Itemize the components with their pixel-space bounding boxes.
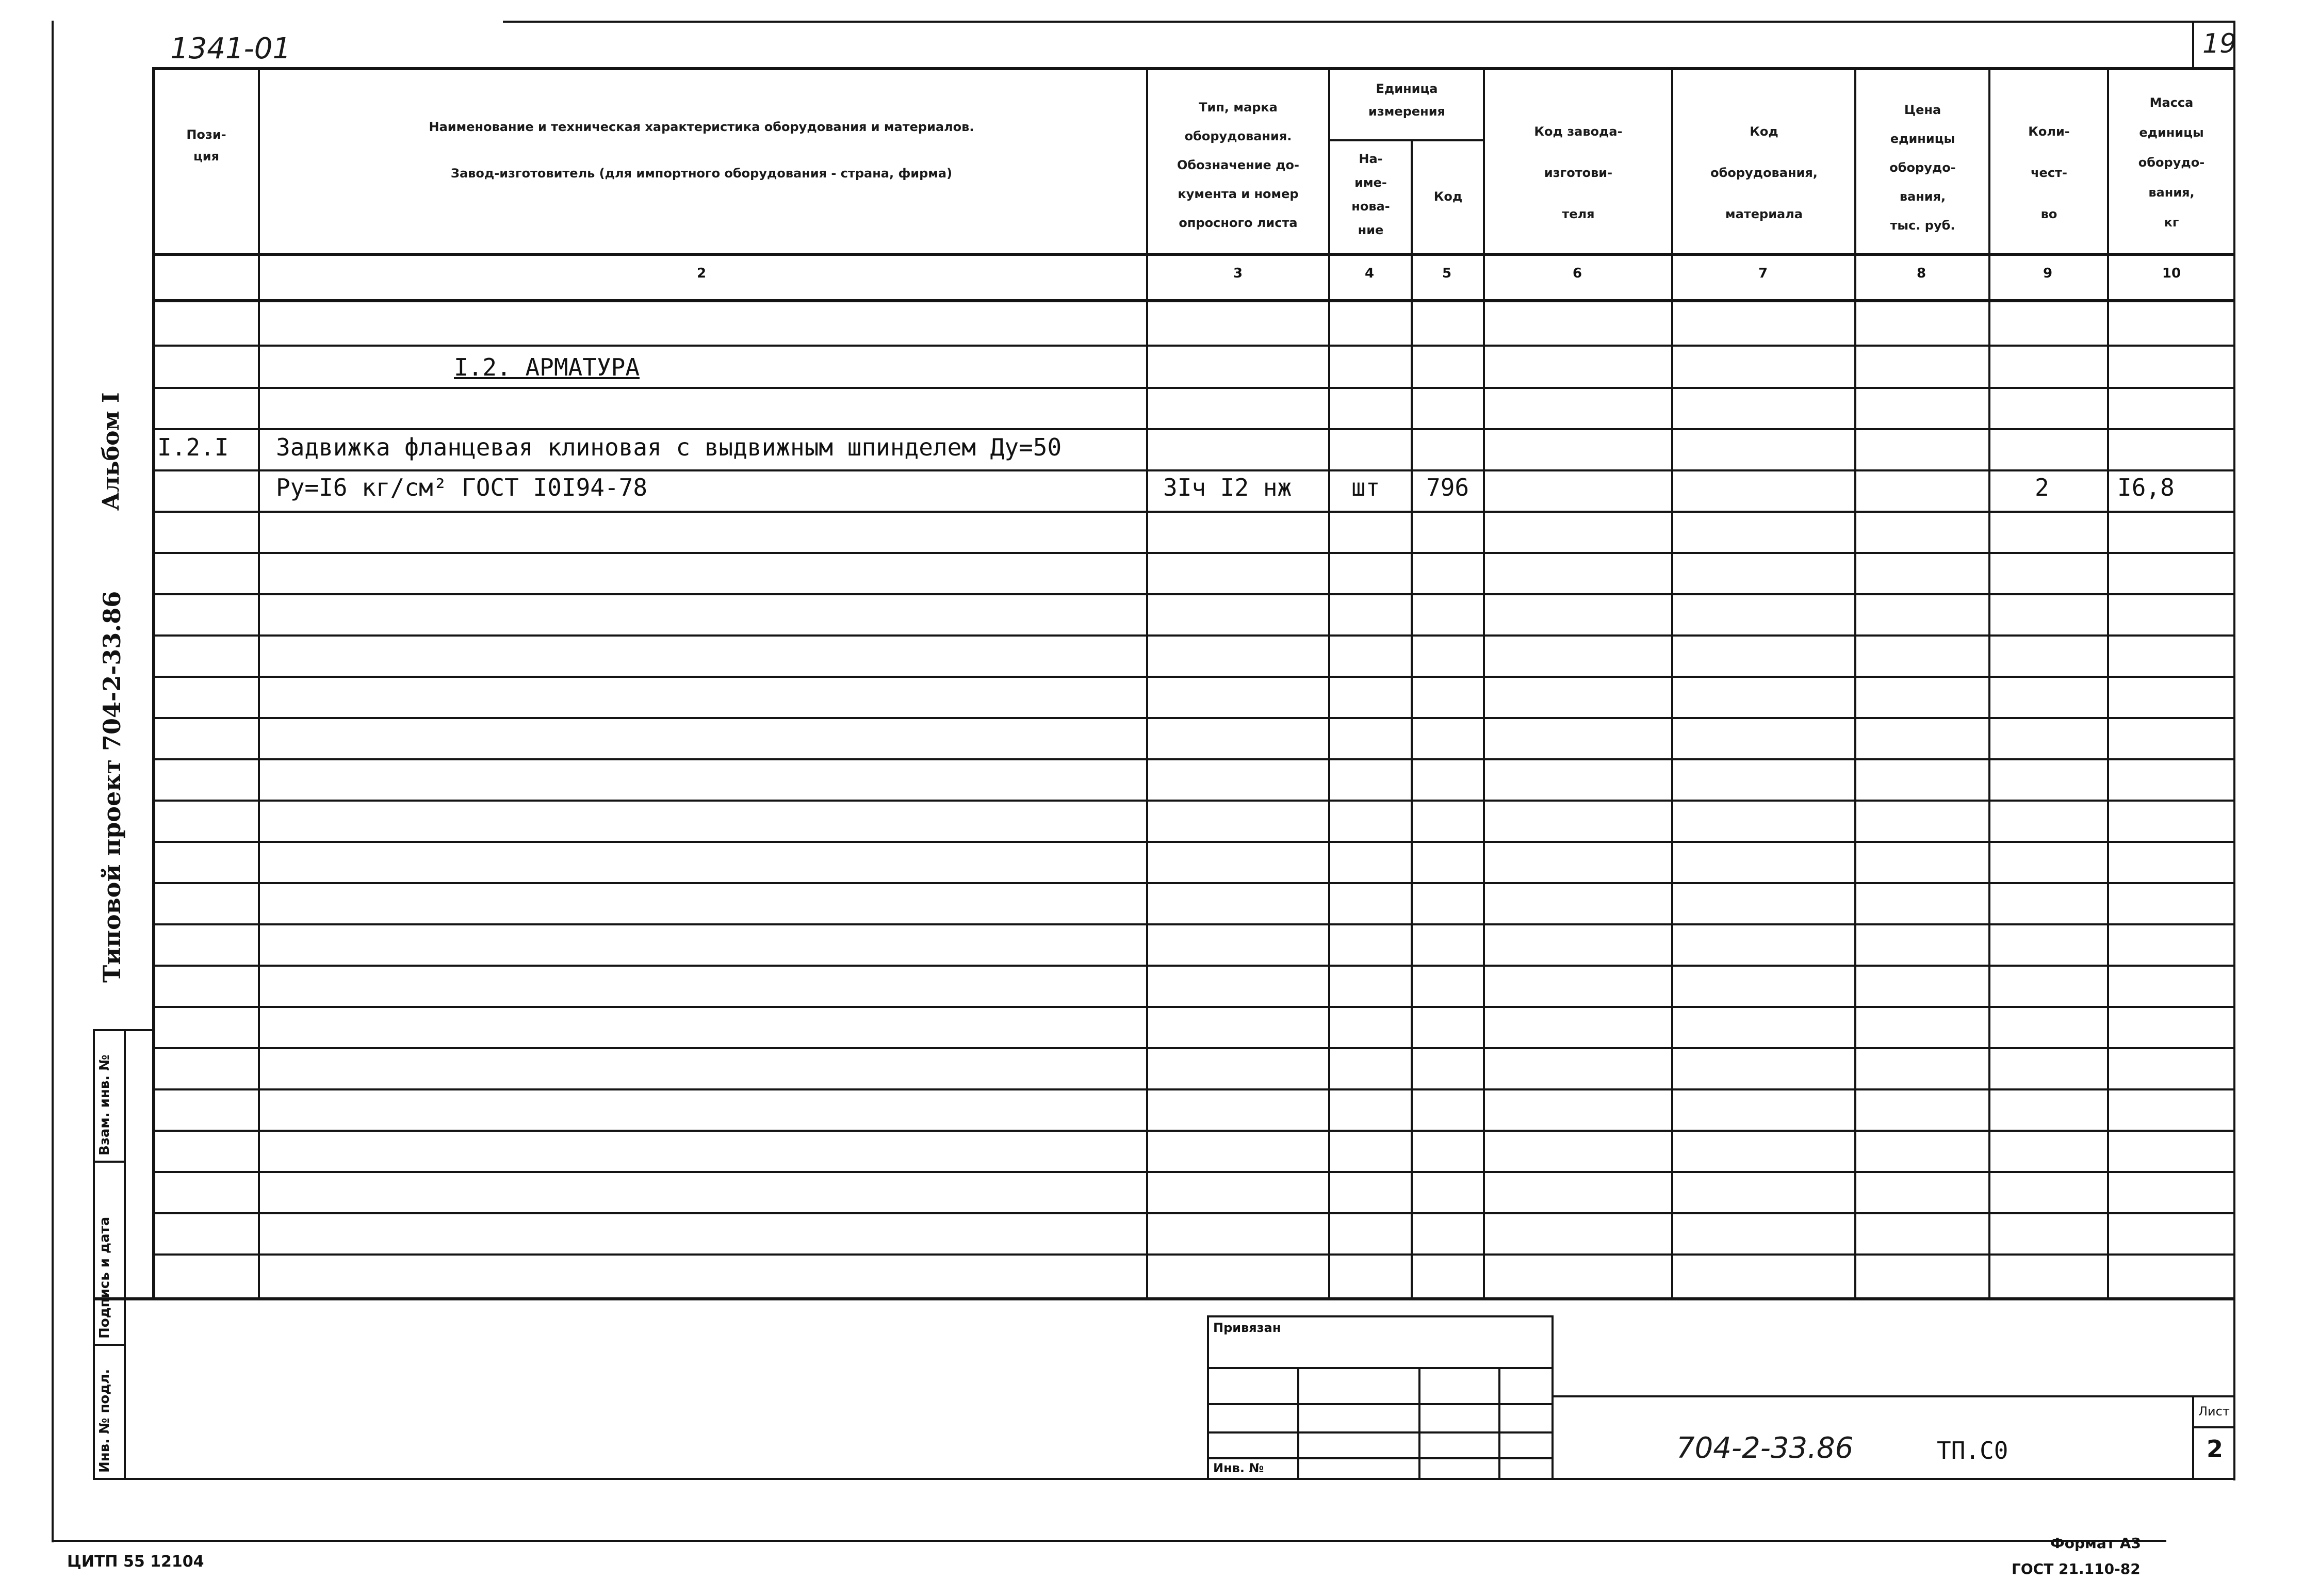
row-line bbox=[152, 1088, 2233, 1090]
column-number: 4 bbox=[1364, 266, 1375, 281]
row-line bbox=[152, 593, 2233, 595]
row-line bbox=[152, 1212, 2233, 1214]
col-div-5 bbox=[1483, 67, 1485, 1297]
col-div-3 bbox=[1328, 67, 1330, 1297]
col-div-8 bbox=[1988, 67, 1990, 1297]
header-unit-name: На- име- нова- ние bbox=[1351, 152, 1390, 237]
row-line bbox=[152, 634, 2233, 637]
row-description-line1: Задвижка фланцевая клиновая с выдвижным шпинделем Ду=50 bbox=[276, 433, 1062, 461]
row-line bbox=[152, 1006, 2233, 1008]
row-line bbox=[152, 676, 2233, 678]
column-number: 7 bbox=[1758, 266, 1768, 281]
row-line bbox=[152, 469, 2233, 471]
sheet-label: Лист bbox=[2198, 1404, 2230, 1419]
stamp-line bbox=[1207, 1457, 1553, 1459]
stamp-line bbox=[1498, 1367, 1500, 1478]
stamp-line bbox=[1418, 1367, 1420, 1478]
row-mass: I6,8 bbox=[2117, 474, 2175, 501]
designation: 704-2-33.86 bbox=[1676, 1431, 1854, 1465]
page-number: 19 bbox=[2202, 28, 2237, 59]
row-unit-name: шт bbox=[1351, 474, 1380, 501]
header-position: Пози- ция bbox=[186, 127, 226, 164]
row-line bbox=[152, 882, 2233, 884]
row-line bbox=[152, 345, 2233, 347]
col-div-6 bbox=[1671, 67, 1673, 1297]
column-number: 3 bbox=[1233, 266, 1243, 281]
row-line bbox=[152, 552, 2233, 554]
numbers-bottom bbox=[152, 299, 2233, 302]
row-line bbox=[152, 841, 2233, 843]
section-title: I.2. АРМАТУРА bbox=[454, 353, 640, 381]
column-number: 6 bbox=[1572, 266, 1582, 281]
unit-sub-divider bbox=[1328, 139, 1483, 141]
header-unit-group: Единица измерения bbox=[1368, 82, 1445, 119]
album-code: 1341-01 bbox=[170, 32, 291, 66]
column-number: 9 bbox=[2043, 266, 2053, 281]
stamp-line bbox=[1207, 1315, 1553, 1317]
stamp-line bbox=[1297, 1367, 1299, 1478]
row-line bbox=[152, 1253, 2233, 1256]
row-line bbox=[152, 717, 2233, 719]
header-bottom bbox=[152, 253, 2233, 256]
table-top bbox=[152, 67, 2233, 70]
stamp-signature-date: Подпись и дата bbox=[97, 1216, 112, 1339]
row-line bbox=[152, 923, 2233, 925]
row-unit-code: 796 bbox=[1426, 474, 1469, 501]
col-div-7 bbox=[1854, 67, 1856, 1297]
stamp-col-right bbox=[124, 1029, 126, 1478]
column-number: 10 bbox=[2162, 266, 2181, 281]
stamp-original-inv: Инв. № подл. bbox=[97, 1369, 112, 1473]
title-block-top bbox=[1553, 1395, 2233, 1397]
row-line bbox=[152, 758, 2233, 760]
stamp-col-left bbox=[93, 1029, 95, 1478]
row-line bbox=[152, 800, 2233, 802]
table-bottom bbox=[93, 1297, 2233, 1300]
col-div-1 bbox=[258, 67, 260, 1297]
stamp-replaced-inv: Взам. инв. № bbox=[97, 1054, 112, 1155]
stamp-line bbox=[1207, 1403, 1553, 1405]
row-line bbox=[152, 428, 2233, 430]
stamp-line bbox=[1207, 1431, 1553, 1434]
sheet-box-left bbox=[2192, 1395, 2194, 1478]
column-number: 8 bbox=[1916, 266, 1926, 281]
stamp-line bbox=[1207, 1315, 1209, 1478]
stamp-line bbox=[1207, 1367, 1553, 1369]
footer-format: Формат А3 bbox=[2050, 1535, 2141, 1552]
header-mass: Масса единицы оборудо- вания, кг bbox=[2138, 95, 2205, 230]
row-description-line2: Ру=I6 кг/см² ГОСТ I0I94-78 bbox=[276, 474, 648, 501]
row-type-mark: 3Iч I2 нж bbox=[1163, 474, 1292, 501]
col-left bbox=[152, 67, 155, 1297]
album-label: Альбом I bbox=[98, 392, 124, 511]
header-quantity: Коли- чест- во bbox=[2028, 124, 2070, 221]
header-name-line2: Завод-изготовитель (для импортного оборудования - страна, фирма) bbox=[450, 166, 953, 181]
sheet-box-div bbox=[2192, 1426, 2233, 1428]
row-quantity: 2 bbox=[2035, 474, 2049, 501]
footer-standard: ГОСТ 21.110-82 bbox=[2012, 1560, 2141, 1577]
attached-label: Привязан bbox=[1213, 1321, 1281, 1335]
inv-no-label: Инв. № bbox=[1213, 1461, 1264, 1475]
footer-left: ЦИТП 55 12104 bbox=[67, 1553, 204, 1571]
row-line bbox=[152, 511, 2233, 513]
col-div-9 bbox=[2107, 67, 2109, 1297]
row-line bbox=[152, 1047, 2233, 1049]
row-position: I.2.I bbox=[157, 433, 229, 461]
header-name-line1: Наименование и техническая характеристика оборудования и материалов. bbox=[429, 120, 974, 134]
header-type: Тип, марка оборудования. Обозначение до- кумента и номер опросного листа bbox=[1177, 100, 1299, 230]
stamp-top bbox=[93, 1029, 155, 1031]
column-number: 5 bbox=[1442, 266, 1452, 281]
column-number: 2 bbox=[696, 266, 707, 281]
project-label: Типовой проект 704-2-33.86 bbox=[98, 591, 126, 983]
header-equipment-code: Код оборудования, материала bbox=[1710, 124, 1818, 221]
header-price: Цена единицы оборудо- вания, тыс. руб. bbox=[1889, 103, 1956, 233]
row-line bbox=[152, 1171, 2233, 1173]
doc-code: ТП.С0 bbox=[1937, 1437, 2008, 1464]
stamp-div-1 bbox=[93, 1161, 124, 1163]
binding-stamp bbox=[1207, 1315, 1553, 1478]
row-line bbox=[152, 387, 2233, 389]
col-div-2 bbox=[1146, 67, 1148, 1297]
row-line bbox=[152, 965, 2233, 967]
stamp-div-2 bbox=[93, 1344, 124, 1346]
header-unit-code: Код bbox=[1433, 189, 1463, 204]
header-manufacturer-code: Код завода- изготови- теля bbox=[1534, 124, 1623, 221]
row-line bbox=[152, 1130, 2233, 1132]
col-div-4 bbox=[1411, 139, 1413, 1297]
sheet-number: 2 bbox=[2207, 1435, 2224, 1463]
